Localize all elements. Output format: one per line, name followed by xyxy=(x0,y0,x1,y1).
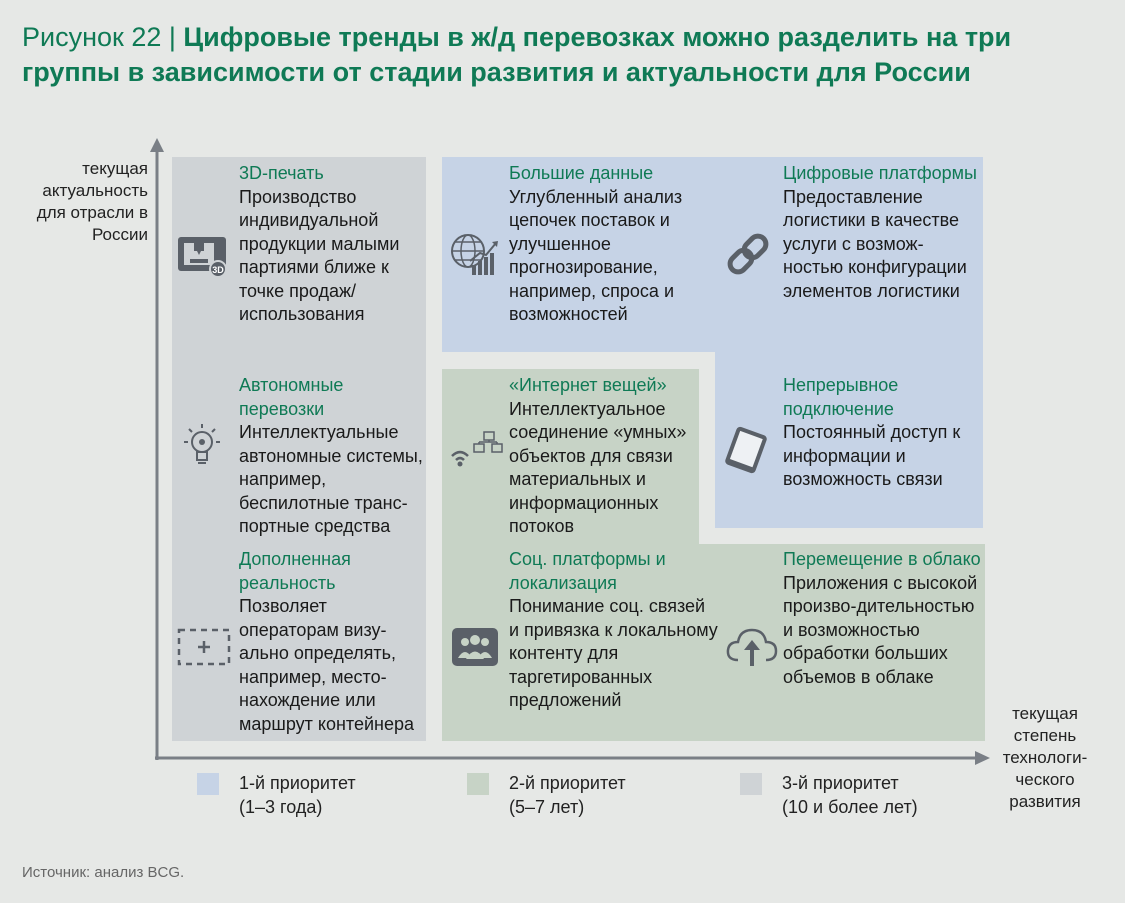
cell-social-platforms xyxy=(509,548,719,713)
cell-augmented-reality xyxy=(239,548,426,736)
cell-heading: Цифровые платформы xyxy=(783,163,977,183)
cell-heading: Непрерывное подключение xyxy=(783,375,899,419)
people-group-icon xyxy=(452,628,498,671)
cell-autonomous-transport xyxy=(239,374,424,539)
iot-network-icon xyxy=(448,430,504,475)
cell-heading: «Интернет вещей» xyxy=(509,375,667,395)
cell-body: Понимание соц. связей и привязка к локальному контенту для таргетированных предложений xyxy=(509,596,718,710)
legend-period: (10 и более лет) xyxy=(782,796,918,817)
source-note: Источник: анализ BCG. xyxy=(22,864,185,881)
cell-digital-platforms xyxy=(783,162,983,303)
legend-period: (1–3 года) xyxy=(239,796,323,817)
cell-body: Позволяет операторам визу-ально определять, например, место-нахождение или маршрут контейнера xyxy=(239,596,414,734)
x-axis-label: текущая степень технологи-ческого развития xyxy=(1002,704,1088,811)
cell-3d-printing xyxy=(239,162,424,327)
3d-printer-icon xyxy=(176,233,228,282)
cell-body: Производство индивидуальной продукции малыми партиями ближе к точке продаж/ использования xyxy=(239,186,400,324)
legend-swatch-priority-3 xyxy=(740,773,762,795)
cell-body: Интеллектуальные автономные системы, например, беспилотные транс-портные средства xyxy=(239,422,423,536)
svg-text:3D: 3D xyxy=(212,265,224,275)
cell-internet-of-things xyxy=(509,374,709,539)
figure-title-text: Цифровые тренды в ж/д перевозках можно разделить на три группы в зависимости от стадии развития и актуальности для России xyxy=(22,22,1012,87)
cell-continuous-connectivity xyxy=(783,374,983,492)
legend-swatch-priority-1 xyxy=(197,773,219,795)
ar-frame-icon xyxy=(177,628,231,673)
legend-label: 2-й приоритет xyxy=(509,773,626,793)
cell-body: Интеллектуальное соединение «умных» объектов для связи материальных и информационных потоков xyxy=(509,398,687,536)
legend-swatch-priority-2 xyxy=(467,773,489,795)
legend-period: (5–7 лет) xyxy=(509,796,585,817)
cell-move-to-cloud xyxy=(783,548,983,689)
cell-heading: Автономные перевозки xyxy=(239,375,344,419)
cell-heading: Соц. платформы и локализация xyxy=(509,549,666,593)
cell-body: Постоянный доступ к информации и возможность связи xyxy=(783,422,961,489)
cell-big-data xyxy=(509,162,709,327)
figure-number: Рисунок 22 | xyxy=(22,22,176,52)
legend-priority-2 xyxy=(509,772,626,819)
y-axis-label: текущая актуальность для отрасли в России xyxy=(36,159,148,244)
cell-heading: Большие данные xyxy=(509,163,654,183)
cell-heading: 3D-печать xyxy=(239,163,324,183)
legend-priority-3 xyxy=(782,772,918,819)
cell-heading: Перемещение в облако xyxy=(783,549,981,569)
legend-priority-1 xyxy=(239,772,356,819)
chain-link-icon xyxy=(722,232,774,281)
tablet-icon xyxy=(720,424,772,481)
cell-heading: Дополненная реальность xyxy=(239,549,351,593)
cell-body: Приложения с высокой произво-дительностью и возможностью обработки больших объемов в облаке xyxy=(783,572,978,687)
cell-body: Углубленный анализ цепочек поставок и улучшенное прогнозирование, например, спроса и возможностей xyxy=(509,186,683,324)
legend-label: 1-й приоритет xyxy=(239,773,356,793)
globe-chart-icon xyxy=(448,231,500,282)
legend-label: 3-й приоритет xyxy=(782,773,899,793)
cell-body: Предоставление логистики в качестве услуги с возмож-ностью конфигурации элементов логистики xyxy=(783,186,967,301)
cloud-upload-icon xyxy=(724,624,780,673)
lightbulb-icon xyxy=(178,420,226,479)
